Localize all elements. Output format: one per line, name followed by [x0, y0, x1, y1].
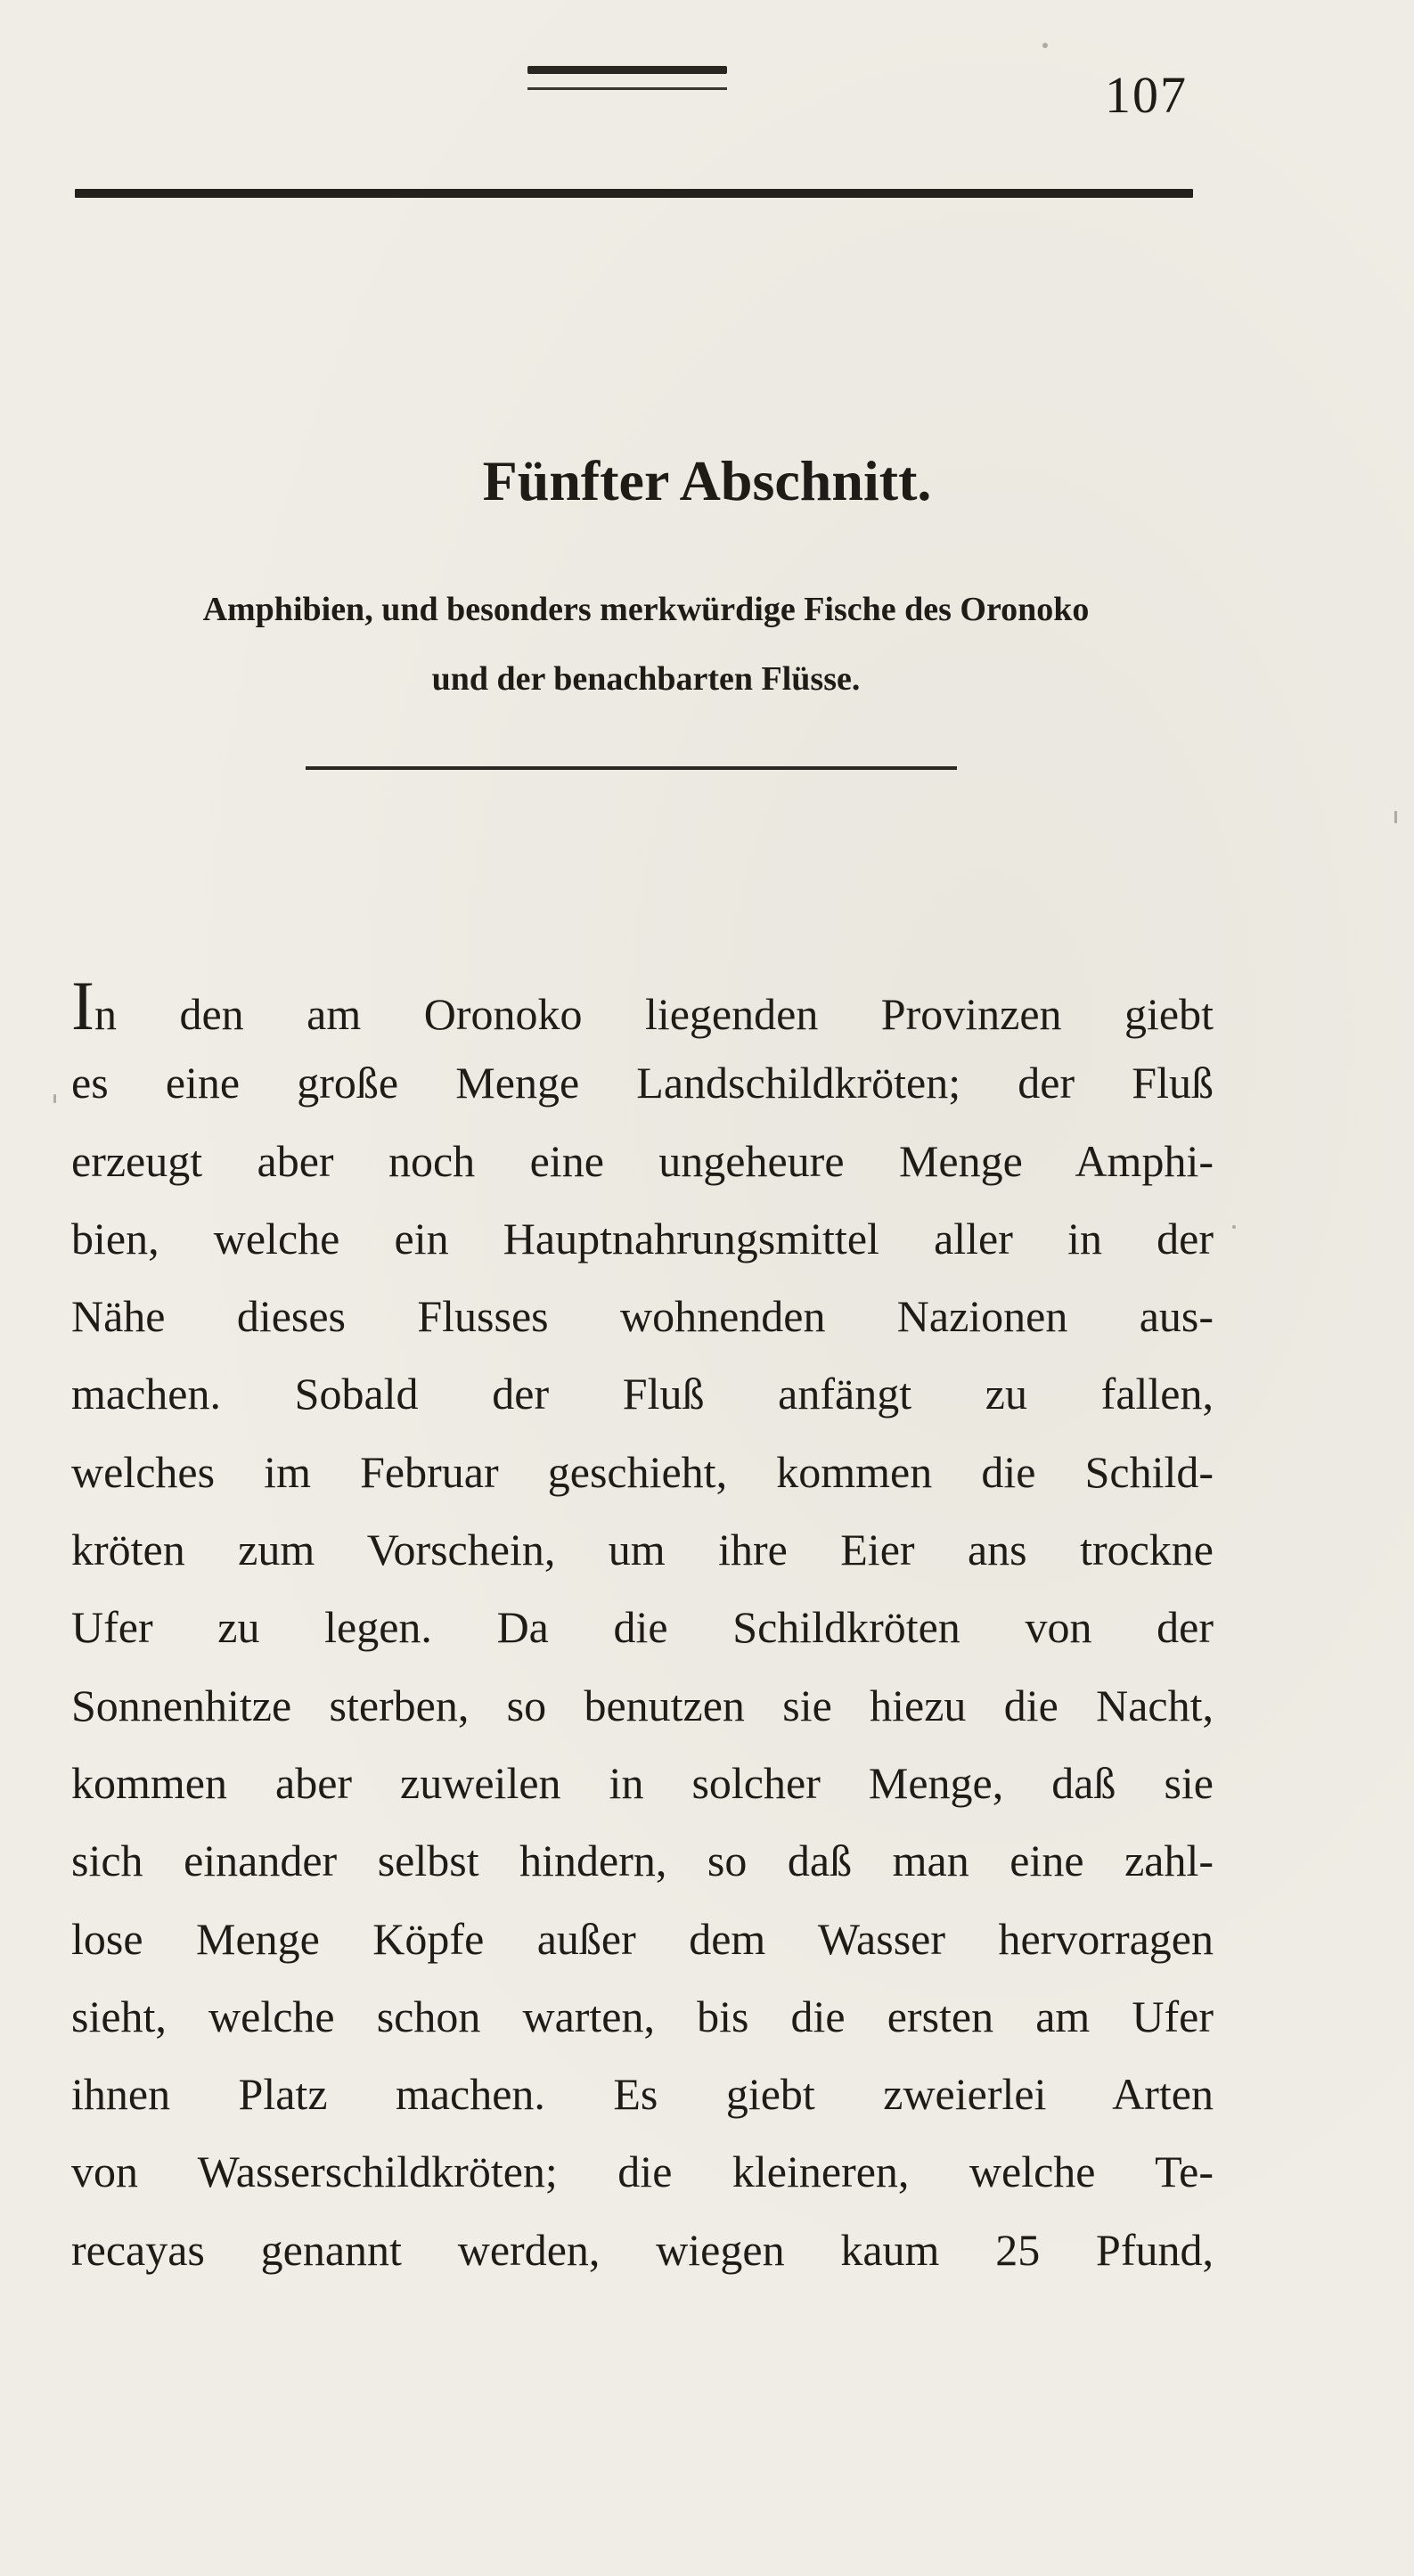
- text-line: sich einander selbst hindern, so daß man eine zahl-: [71, 1836, 1214, 1886]
- top-ornament: [527, 66, 727, 96]
- text-line: recayas genannt werden, wiegen kaum 25 Pfund,: [71, 2224, 1214, 2275]
- text-line: lose Menge Köpfe außer dem Wasser hervorragen: [71, 1913, 1214, 1964]
- text-line: es eine große Menge Landschildkröten; der Fluß: [71, 1058, 1214, 1108]
- paper-speck: [1232, 1225, 1236, 1229]
- text-line: In den am Oronoko liegenden Provinzen giebt: [71, 967, 1214, 1044]
- body-paragraph: [71, 967, 1214, 2289]
- ornament-bar-thin: [527, 87, 727, 90]
- text-line: von Wasserschildkröten; die kleineren, welche Te-: [71, 2147, 1214, 2197]
- text-line: erzeugt aber noch eine ungeheure Menge Amphi-: [71, 1135, 1214, 1186]
- paper-speck: [1042, 43, 1048, 48]
- text-line: kröten zum Vorschein, um ihre Eier ans trockne: [71, 1525, 1214, 1575]
- text-line: machen. Sobald der Fluß anfängt zu fallen,: [71, 1369, 1214, 1419]
- text-line: kommen aber zuweilen in solcher Menge, daß sie: [71, 1757, 1214, 1808]
- section-divider: [306, 766, 957, 770]
- chapter-subtitle: [89, 575, 1203, 714]
- text-line: Nähe dieses Flusses wohnenden Nazionen aus-: [71, 1291, 1214, 1342]
- paper-speck: [53, 1094, 56, 1103]
- header-rule: [75, 189, 1193, 198]
- text-line: ihnen Platz machen. Es giebt zweierlei Arten: [71, 2069, 1214, 2120]
- subtitle-line: und der benachbarten Flüsse.: [431, 660, 861, 698]
- subtitle-line: Amphibien, und besonders merkwürdige Fische des Oronoko: [202, 591, 1090, 628]
- text-line: welches im Februar geschieht, kommen die Schild-: [71, 1446, 1214, 1497]
- text-line: Sonnenhitze sterben, so benutzen sie hiezu die Nacht,: [71, 1680, 1214, 1730]
- text-line: Ufer zu legen. Da die Schildkröten von der: [71, 1602, 1214, 1653]
- page-number: 107: [1105, 66, 1188, 124]
- ornament-bar-thick: [527, 66, 727, 74]
- text-line: sieht, welche schon warten, bis die ersten am Ufer: [71, 1991, 1214, 2041]
- chapter-title: Fünfter Abschnitt.: [482, 449, 932, 512]
- paper-speck: [1394, 811, 1397, 823]
- text-line: bien, welche ein Hauptnahrungsmittel aller in der: [71, 1213, 1214, 1263]
